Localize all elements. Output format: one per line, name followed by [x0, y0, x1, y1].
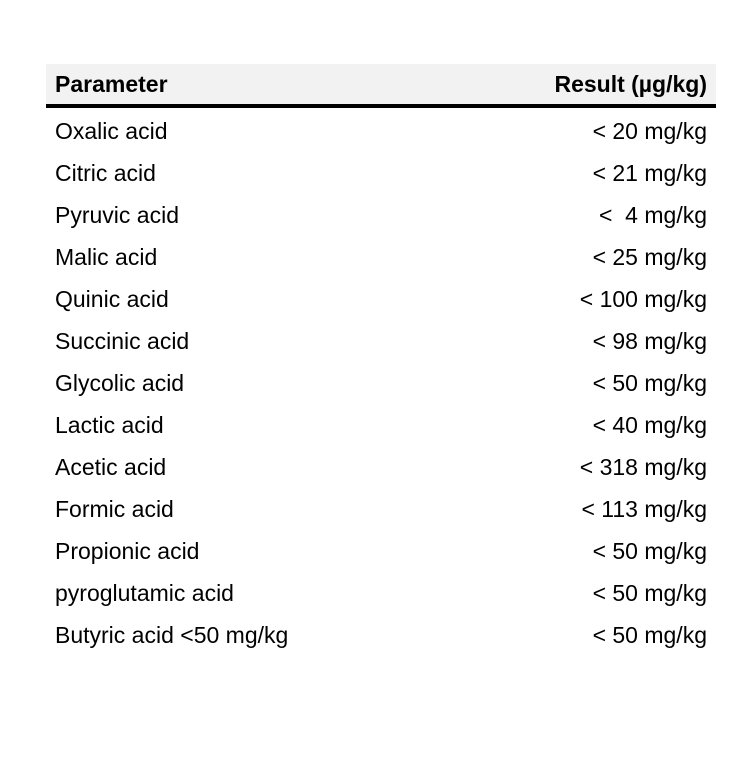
- result-cell: < 25 mg/kg: [592, 243, 707, 270]
- result-cell: < 113 mg/kg: [581, 495, 707, 522]
- table-row: [46, 614, 716, 656]
- parameter-cell: Glycolic acid: [55, 369, 185, 396]
- result-cell: < 318 mg/kg: [579, 453, 707, 480]
- table-row: [46, 278, 716, 320]
- result-cell: < 4 mg/kg: [598, 201, 707, 228]
- result-cell: < 50 mg/kg: [592, 369, 707, 396]
- parameter-cell: Formic acid: [55, 495, 174, 522]
- result-cell: < 98 mg/kg: [592, 327, 707, 354]
- header-row: [46, 64, 716, 106]
- parameter-cell: Malic acid: [55, 243, 158, 270]
- results-table: [46, 64, 716, 656]
- table-row: [46, 320, 716, 362]
- result-cell: < 50 mg/kg: [592, 579, 707, 606]
- result-cell: < 40 mg/kg: [592, 411, 707, 438]
- result-cell: < 21 mg/kg: [592, 159, 707, 186]
- parameter-cell: Lactic acid: [55, 411, 164, 438]
- table-body: [46, 106, 716, 656]
- result-cell: < 20 mg/kg: [592, 117, 707, 144]
- table-header: [46, 64, 716, 106]
- parameter-cell: Citric acid: [55, 159, 156, 186]
- parameter-cell: pyroglutamic acid: [55, 579, 234, 606]
- table-row: [46, 362, 716, 404]
- table-row: [46, 236, 716, 278]
- table-row: [46, 530, 716, 572]
- table-row: [46, 446, 716, 488]
- result-cell: < 50 mg/kg: [592, 537, 707, 564]
- table-row: [46, 488, 716, 530]
- parameter-cell: Acetic acid: [55, 453, 167, 480]
- parameter-cell: Propionic acid: [55, 537, 200, 564]
- table-row: [46, 152, 716, 194]
- parameter-cell: Oxalic acid: [55, 117, 168, 144]
- table-row: [46, 194, 716, 236]
- header-parameter: Parameter: [46, 64, 445, 106]
- table-row: [46, 572, 716, 614]
- table-row: [46, 404, 716, 446]
- parameter-cell: Pyruvic acid: [55, 201, 179, 228]
- table-row: [46, 106, 716, 152]
- results-table-container: [46, 64, 716, 656]
- parameter-cell: Butyric acid <50 mg/kg: [55, 621, 289, 648]
- parameter-cell: Quinic acid: [55, 285, 169, 312]
- header-result: Result (µg/kg): [445, 64, 716, 106]
- result-cell: < 100 mg/kg: [579, 285, 707, 312]
- result-cell: < 50 mg/kg: [592, 621, 707, 648]
- parameter-cell: Succinic acid: [55, 327, 190, 354]
